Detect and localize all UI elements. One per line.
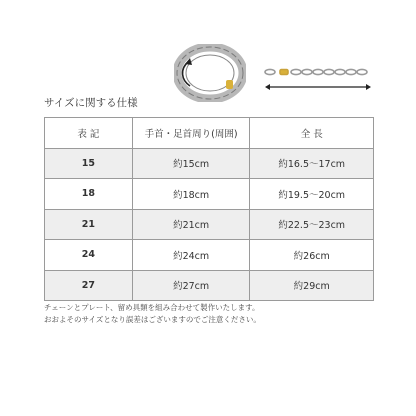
table-header-row: [45, 118, 374, 149]
total-length: 約22.5〜23cm: [250, 209, 374, 240]
table-row: [45, 148, 374, 179]
header-label: 表 記: [45, 118, 133, 149]
bracelet-ring-illustration: [174, 44, 246, 102]
total-length: 約29cm: [250, 270, 374, 301]
bracelet-length-illustration: [262, 62, 374, 92]
size-label: 24: [45, 240, 133, 271]
section-title: サイズに関する仕様: [44, 97, 138, 109]
length-arrow-icon: [265, 84, 371, 90]
wrist-circumference: 約15cm: [132, 148, 250, 179]
size-table: [44, 117, 374, 301]
notes: [44, 302, 261, 326]
size-label: 21: [45, 209, 133, 240]
wrist-circumference: 約24cm: [132, 240, 250, 271]
table-row: [45, 270, 374, 301]
size-label: 27: [45, 270, 133, 301]
note-line: チェーンとプレート、留め具類を組み合わせて製作いたします。: [44, 303, 260, 312]
size-label: 15: [45, 148, 133, 179]
total-length: 約16.5〜17cm: [250, 148, 374, 179]
header-wrist-circumference: 手首・足首周り(周囲): [132, 118, 250, 149]
wrist-circumference: 約21cm: [132, 209, 250, 240]
table-row: [45, 240, 374, 271]
table-row: [45, 179, 374, 210]
header-total-length: 全 長: [250, 118, 374, 149]
size-label: 18: [45, 179, 133, 210]
wrist-circumference: 約18cm: [132, 179, 250, 210]
gold-clasp-icon: [226, 80, 233, 89]
table-row: [45, 209, 374, 240]
total-length: 約19.5〜20cm: [250, 179, 374, 210]
note-line: おおよそのサイズとなり誤差はございますのでご注意ください。: [44, 315, 261, 324]
chain-icon: [265, 69, 367, 74]
wrist-circumference: 約27cm: [132, 270, 250, 301]
total-length: 約26cm: [250, 240, 374, 271]
